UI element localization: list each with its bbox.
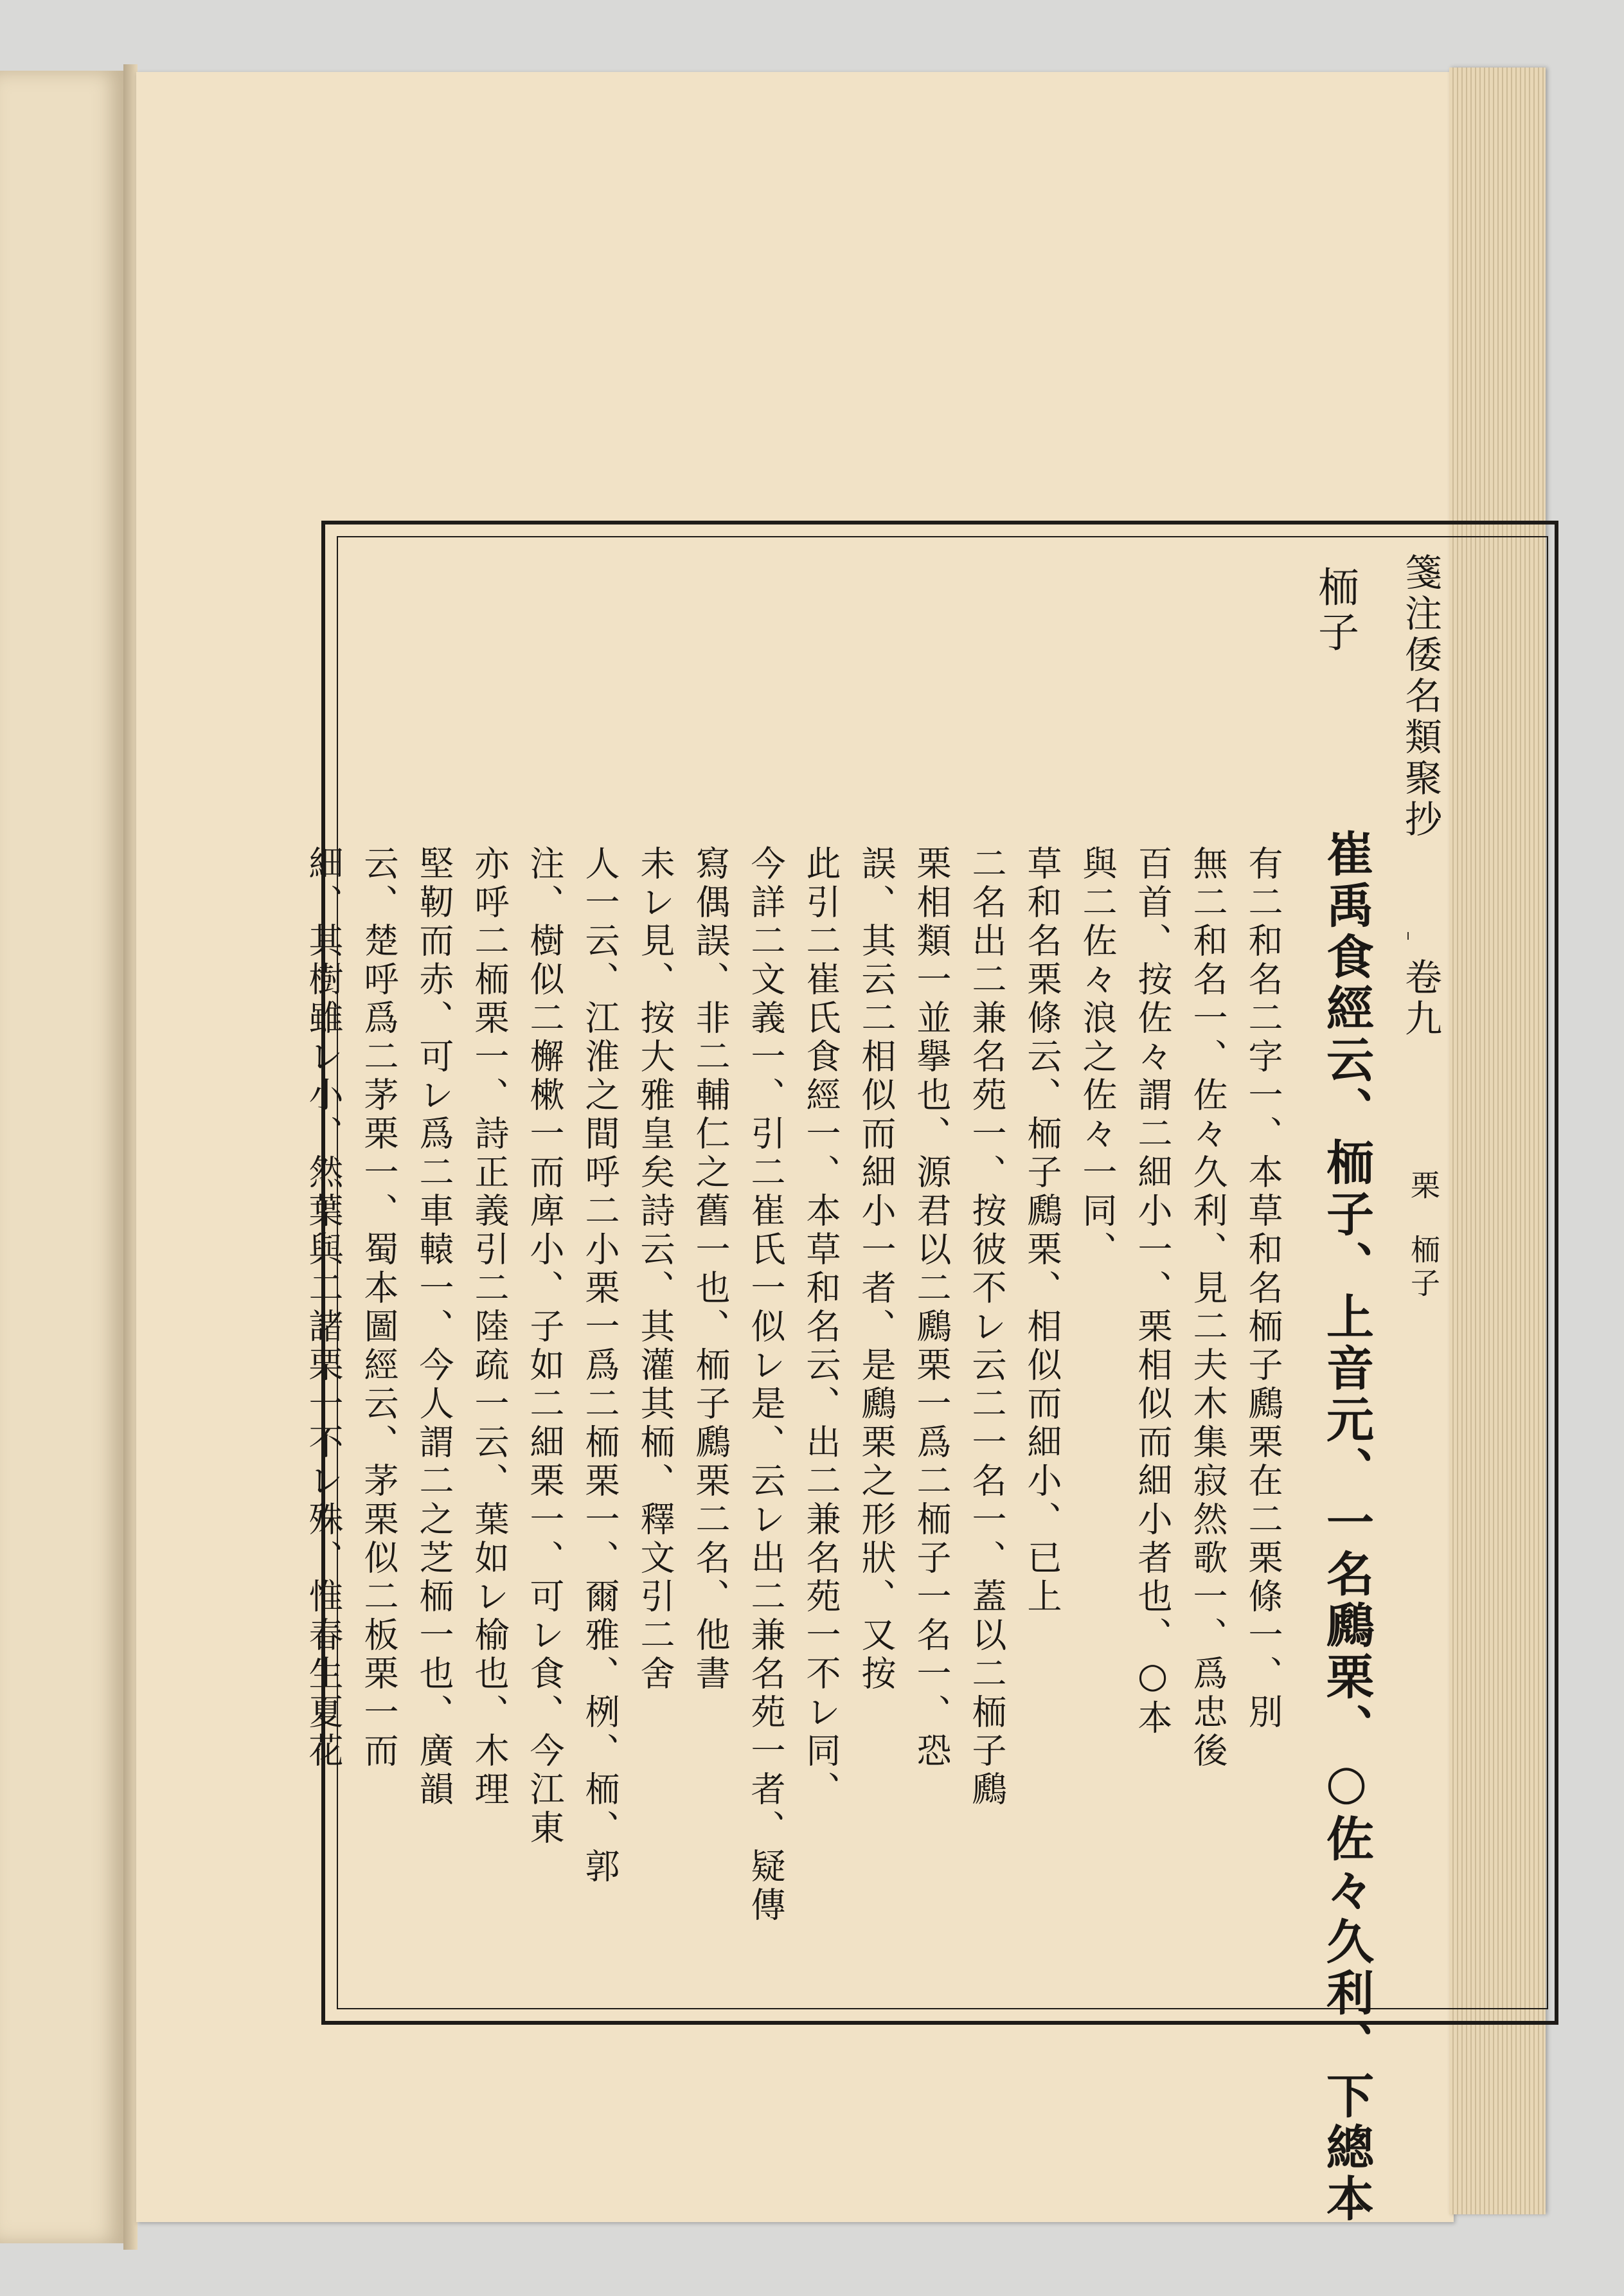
commentary-column: 百首、按佐々謂二細小一、栗相似而細小者也、○本 bbox=[1132, 845, 1173, 1738]
commentary-column: 寫偶誤、非二輔仁之舊一也、栭子鷉栗二名、他書 bbox=[690, 845, 731, 1694]
commentary-column: 有二和名二字一、本草和名栭子鷉栗在二栗條一、別 bbox=[1243, 845, 1283, 1732]
main-entry-line: 崔禹食經云、栭子、上音元、一名鷉栗、○佐々久利、下總本 bbox=[1319, 829, 1374, 2225]
commentary-column: 二名出二兼名苑一、按彼不レ云二一名一、蓋以二栭子鷉 bbox=[967, 845, 1007, 1809]
entry-heading: 栭子 bbox=[1311, 566, 1359, 656]
commentary-column: 草和名栗條云、栭子鷉栗、相似而細小、已上 bbox=[1022, 845, 1062, 1617]
left-page bbox=[0, 71, 123, 2243]
commentary-column: 細、其樹雖レ小、然葉與二諸栗一不レ殊、惟春生夏花 bbox=[303, 845, 344, 1771]
commentary-column: 注、樹似二檞樕一而庳小、子如二細栗一、可レ食、今江東 bbox=[524, 845, 565, 1848]
margin-rule bbox=[1407, 932, 1409, 940]
commentary-column: 今詳二文義一、引二崔氏一似レ是、云レ出二兼名苑一者、疑傳 bbox=[745, 845, 786, 1925]
margin-volume: 卷九 bbox=[1398, 958, 1442, 1040]
commentary-column: 與二佐々浪之佐々一同、 bbox=[1077, 845, 1118, 1269]
commentary-column: 未レ見、按大雅皇矣詩云、其灌其栭、釋文引二舍 bbox=[635, 845, 675, 1694]
commentary-column: 無二和名一、佐々久利、見二夫木集寂然歌一、爲忠後 bbox=[1188, 845, 1228, 1771]
commentary-column: 人一云、江淮之間呼二小栗一爲二栭栗一、爾雅、栵、栭、郭 bbox=[580, 845, 620, 1887]
margin-section: 栗 bbox=[1406, 1170, 1441, 1203]
margin-item: 栭子 bbox=[1406, 1234, 1441, 1301]
commentary-column: 堅靭而赤、可レ爲二車轅一、今人謂二之芝栭一也、廣韻 bbox=[414, 845, 454, 1809]
commentary-column: 亦呼二栭栗一、詩正義引二陸疏一云、葉如レ榆也、木理 bbox=[469, 845, 510, 1809]
book-gutter bbox=[123, 64, 138, 2250]
commentary-column: 此引二崔氏食經一、本草和名云、出二兼名苑一不レ同、 bbox=[801, 845, 841, 1809]
margin-book-title: 箋注倭名類聚抄 bbox=[1398, 553, 1442, 841]
commentary-column: 誤、其云二相似而細小一者、是鷉栗之形狀、又按 bbox=[856, 845, 897, 1694]
commentary-column: 栗相類一並擧也、源君以二鷉栗一爲二栭子一名一、恐 bbox=[911, 845, 952, 1771]
commentary-column: 云、楚呼爲二茅栗一、蜀本圖經云、茅栗似二板栗一而 bbox=[359, 845, 399, 1771]
